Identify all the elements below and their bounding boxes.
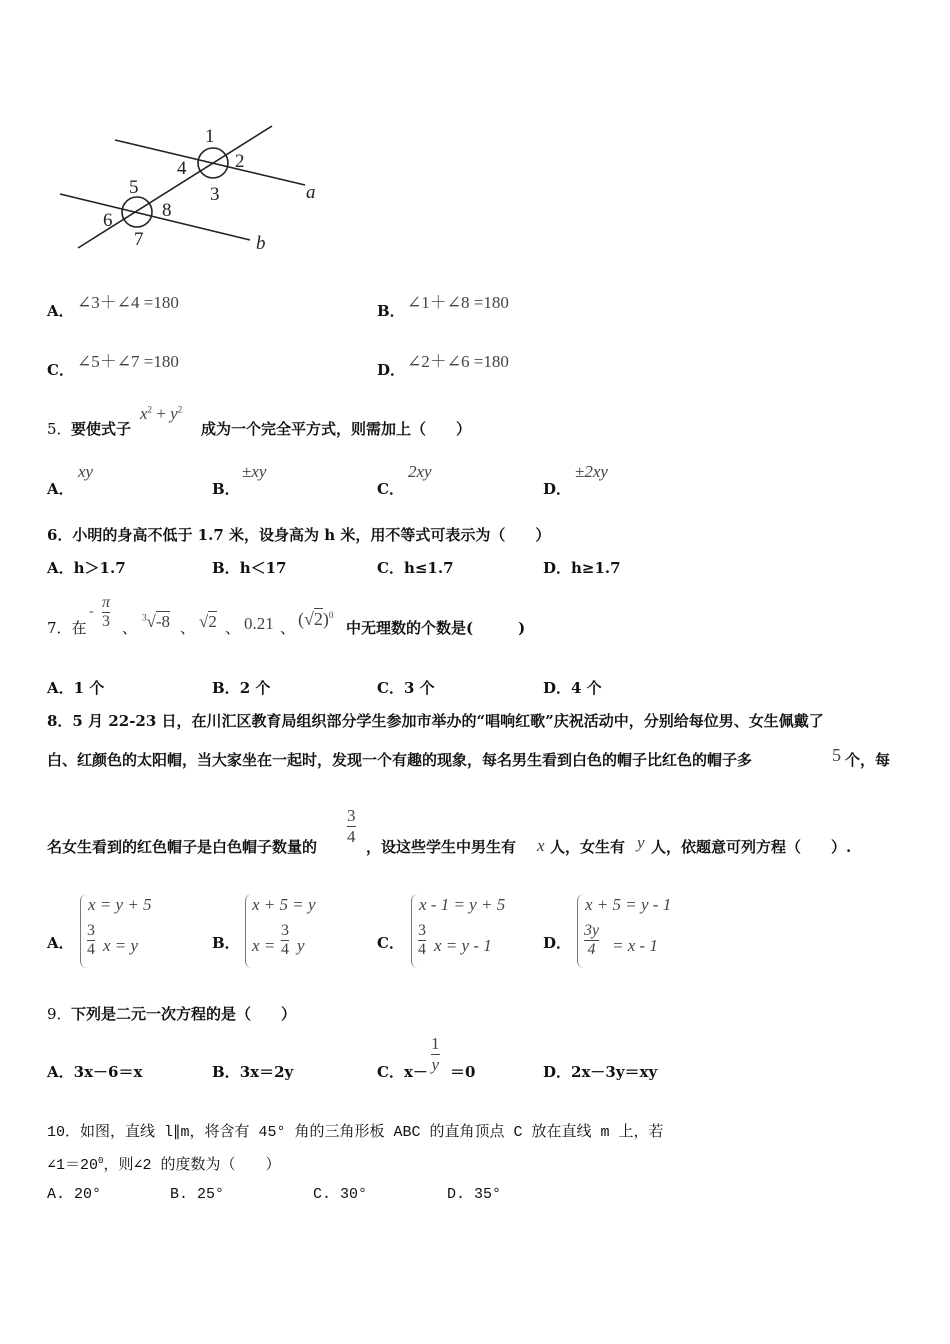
question-6: 6．小明的身高不低于 1.7 米，设身高为 h 米，用不等式可表示为（ ） <box>47 526 551 544</box>
line-b <box>60 194 250 240</box>
q6-option-b[interactable]: B．h＜17 <box>212 559 287 577</box>
angle-label-7: 7 <box>134 229 144 250</box>
angle-label-2: 2 <box>235 151 245 172</box>
q10-option-a[interactable]: A. 20° <box>47 1186 102 1203</box>
q10-option-b[interactable]: B. 25° <box>170 1186 225 1203</box>
angle-label-6: 6 <box>103 210 113 231</box>
angle-label-3: 3 <box>210 184 220 205</box>
q7-option-b[interactable]: B．2 个 <box>212 679 271 697</box>
q7-option-c[interactable]: C．3 个 <box>377 679 435 697</box>
q6-option-c[interactable]: C．h≤1.7 <box>377 559 454 577</box>
q6-option-d[interactable]: D．h≥1.7 <box>543 559 621 577</box>
angle-label-4: 4 <box>177 158 187 179</box>
angle-label-5: 5 <box>129 177 139 198</box>
q10-option-d[interactable]: D. 35° <box>447 1186 502 1203</box>
parallel-lines-figure <box>50 118 340 258</box>
q9-option-b[interactable]: B．3x＝2y <box>212 1063 294 1081</box>
angle-label-1: 1 <box>205 126 215 147</box>
q10-option-c[interactable]: C. 30° <box>313 1186 368 1203</box>
line-label-b: b <box>256 233 266 254</box>
q7-option-d[interactable]: D．4 个 <box>543 679 602 697</box>
q6-option-a[interactable]: A．h＞1.7 <box>47 559 126 577</box>
angle-label-8: 8 <box>162 200 172 221</box>
q7-option-a[interactable]: A．1 个 <box>47 679 105 697</box>
q9-option-d[interactable]: D．2x－3y＝xy <box>543 1063 658 1081</box>
q9-option-a[interactable]: A．3x－6＝x <box>47 1063 143 1081</box>
line-label-a: a <box>306 182 316 203</box>
